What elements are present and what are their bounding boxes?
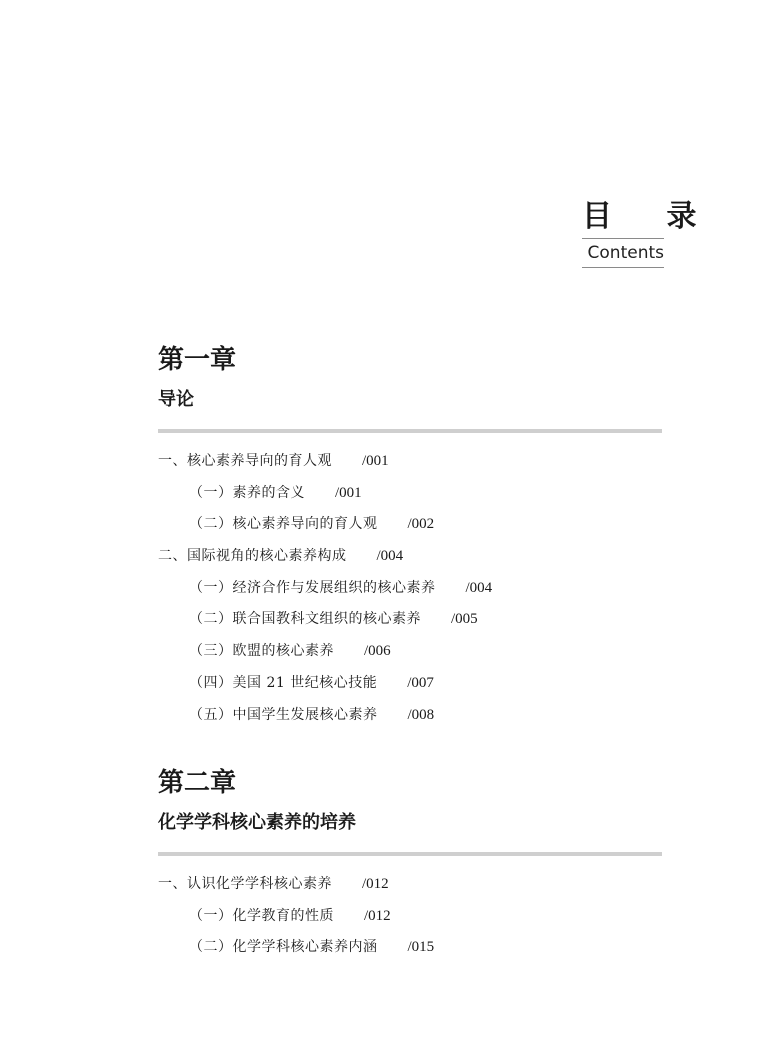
entry-page-number: /007 bbox=[407, 674, 434, 691]
entry-page-number: /008 bbox=[407, 706, 435, 723]
entry-page-number: /006 bbox=[364, 643, 391, 660]
entry-page-number: /012 bbox=[362, 876, 389, 892]
entry-title: （五）中国学生发展核心素养 bbox=[189, 706, 378, 723]
entry-page-number: /001 bbox=[362, 453, 389, 469]
entry-title: （一）素养的含义 bbox=[189, 484, 305, 501]
chapter-name: 导论 bbox=[158, 389, 194, 410]
toc-entry[interactable] bbox=[158, 578, 662, 610]
chapter-number: 第一章 bbox=[158, 345, 237, 375]
chapter-2-entries bbox=[158, 874, 662, 969]
entry-page-number: /001 bbox=[335, 484, 362, 501]
entry-title: 一、认识化学学科核心素养 bbox=[158, 876, 332, 892]
entry-page-number: /005 bbox=[451, 611, 478, 628]
chapter-name: 化学学科核心素养的培养 bbox=[158, 812, 356, 833]
toc-entry[interactable] bbox=[158, 673, 662, 705]
entry-page-number: /004 bbox=[465, 579, 493, 596]
chapter-2-heading bbox=[158, 766, 662, 856]
toc-subtitle: Contents bbox=[587, 243, 664, 263]
entry-page-number: /015 bbox=[407, 939, 435, 956]
toc-entry[interactable] bbox=[158, 546, 662, 578]
entry-page-number: /012 bbox=[364, 907, 391, 924]
entry-title: （一）化学教育的性质 bbox=[189, 907, 334, 924]
entry-title: （二）化学学科核心素养内涵 bbox=[189, 939, 378, 956]
toc-entry[interactable] bbox=[158, 609, 662, 641]
entry-title: 二、国际视角的核心素养构成 bbox=[158, 548, 347, 565]
toc-entry[interactable] bbox=[158, 483, 662, 515]
toc-title: 目 录 bbox=[582, 199, 719, 234]
chapter-1-heading bbox=[158, 343, 662, 433]
toc-entry[interactable] bbox=[158, 514, 662, 546]
chapter-number: 第二章 bbox=[158, 768, 237, 798]
entry-title: （三）欧盟的核心素养 bbox=[189, 643, 334, 660]
entry-title: （四）美国 21 世纪核心技能 bbox=[189, 674, 378, 691]
chapter-1-entries bbox=[158, 451, 662, 736]
toc-title-rule-bottom bbox=[582, 267, 664, 268]
entry-title: （二）核心素养导向的育人观 bbox=[189, 516, 378, 533]
toc-entry[interactable] bbox=[158, 641, 662, 673]
entry-page-number: /004 bbox=[376, 548, 404, 565]
chapter-rule bbox=[158, 429, 662, 433]
toc-header bbox=[582, 196, 719, 268]
toc-entry[interactable] bbox=[158, 906, 662, 938]
toc-entry[interactable] bbox=[158, 705, 662, 737]
entry-title: 一、核心素养导向的育人观 bbox=[158, 453, 332, 469]
chapter-rule bbox=[158, 852, 662, 856]
entry-title: （一）经济合作与发展组织的核心素养 bbox=[189, 579, 436, 596]
toc-entry[interactable] bbox=[158, 874, 662, 906]
toc-entry[interactable] bbox=[158, 937, 662, 969]
toc-entry[interactable] bbox=[158, 451, 662, 483]
entry-title: （二）联合国教科文组织的核心素养 bbox=[189, 611, 421, 628]
entry-page-number: /002 bbox=[407, 516, 435, 533]
